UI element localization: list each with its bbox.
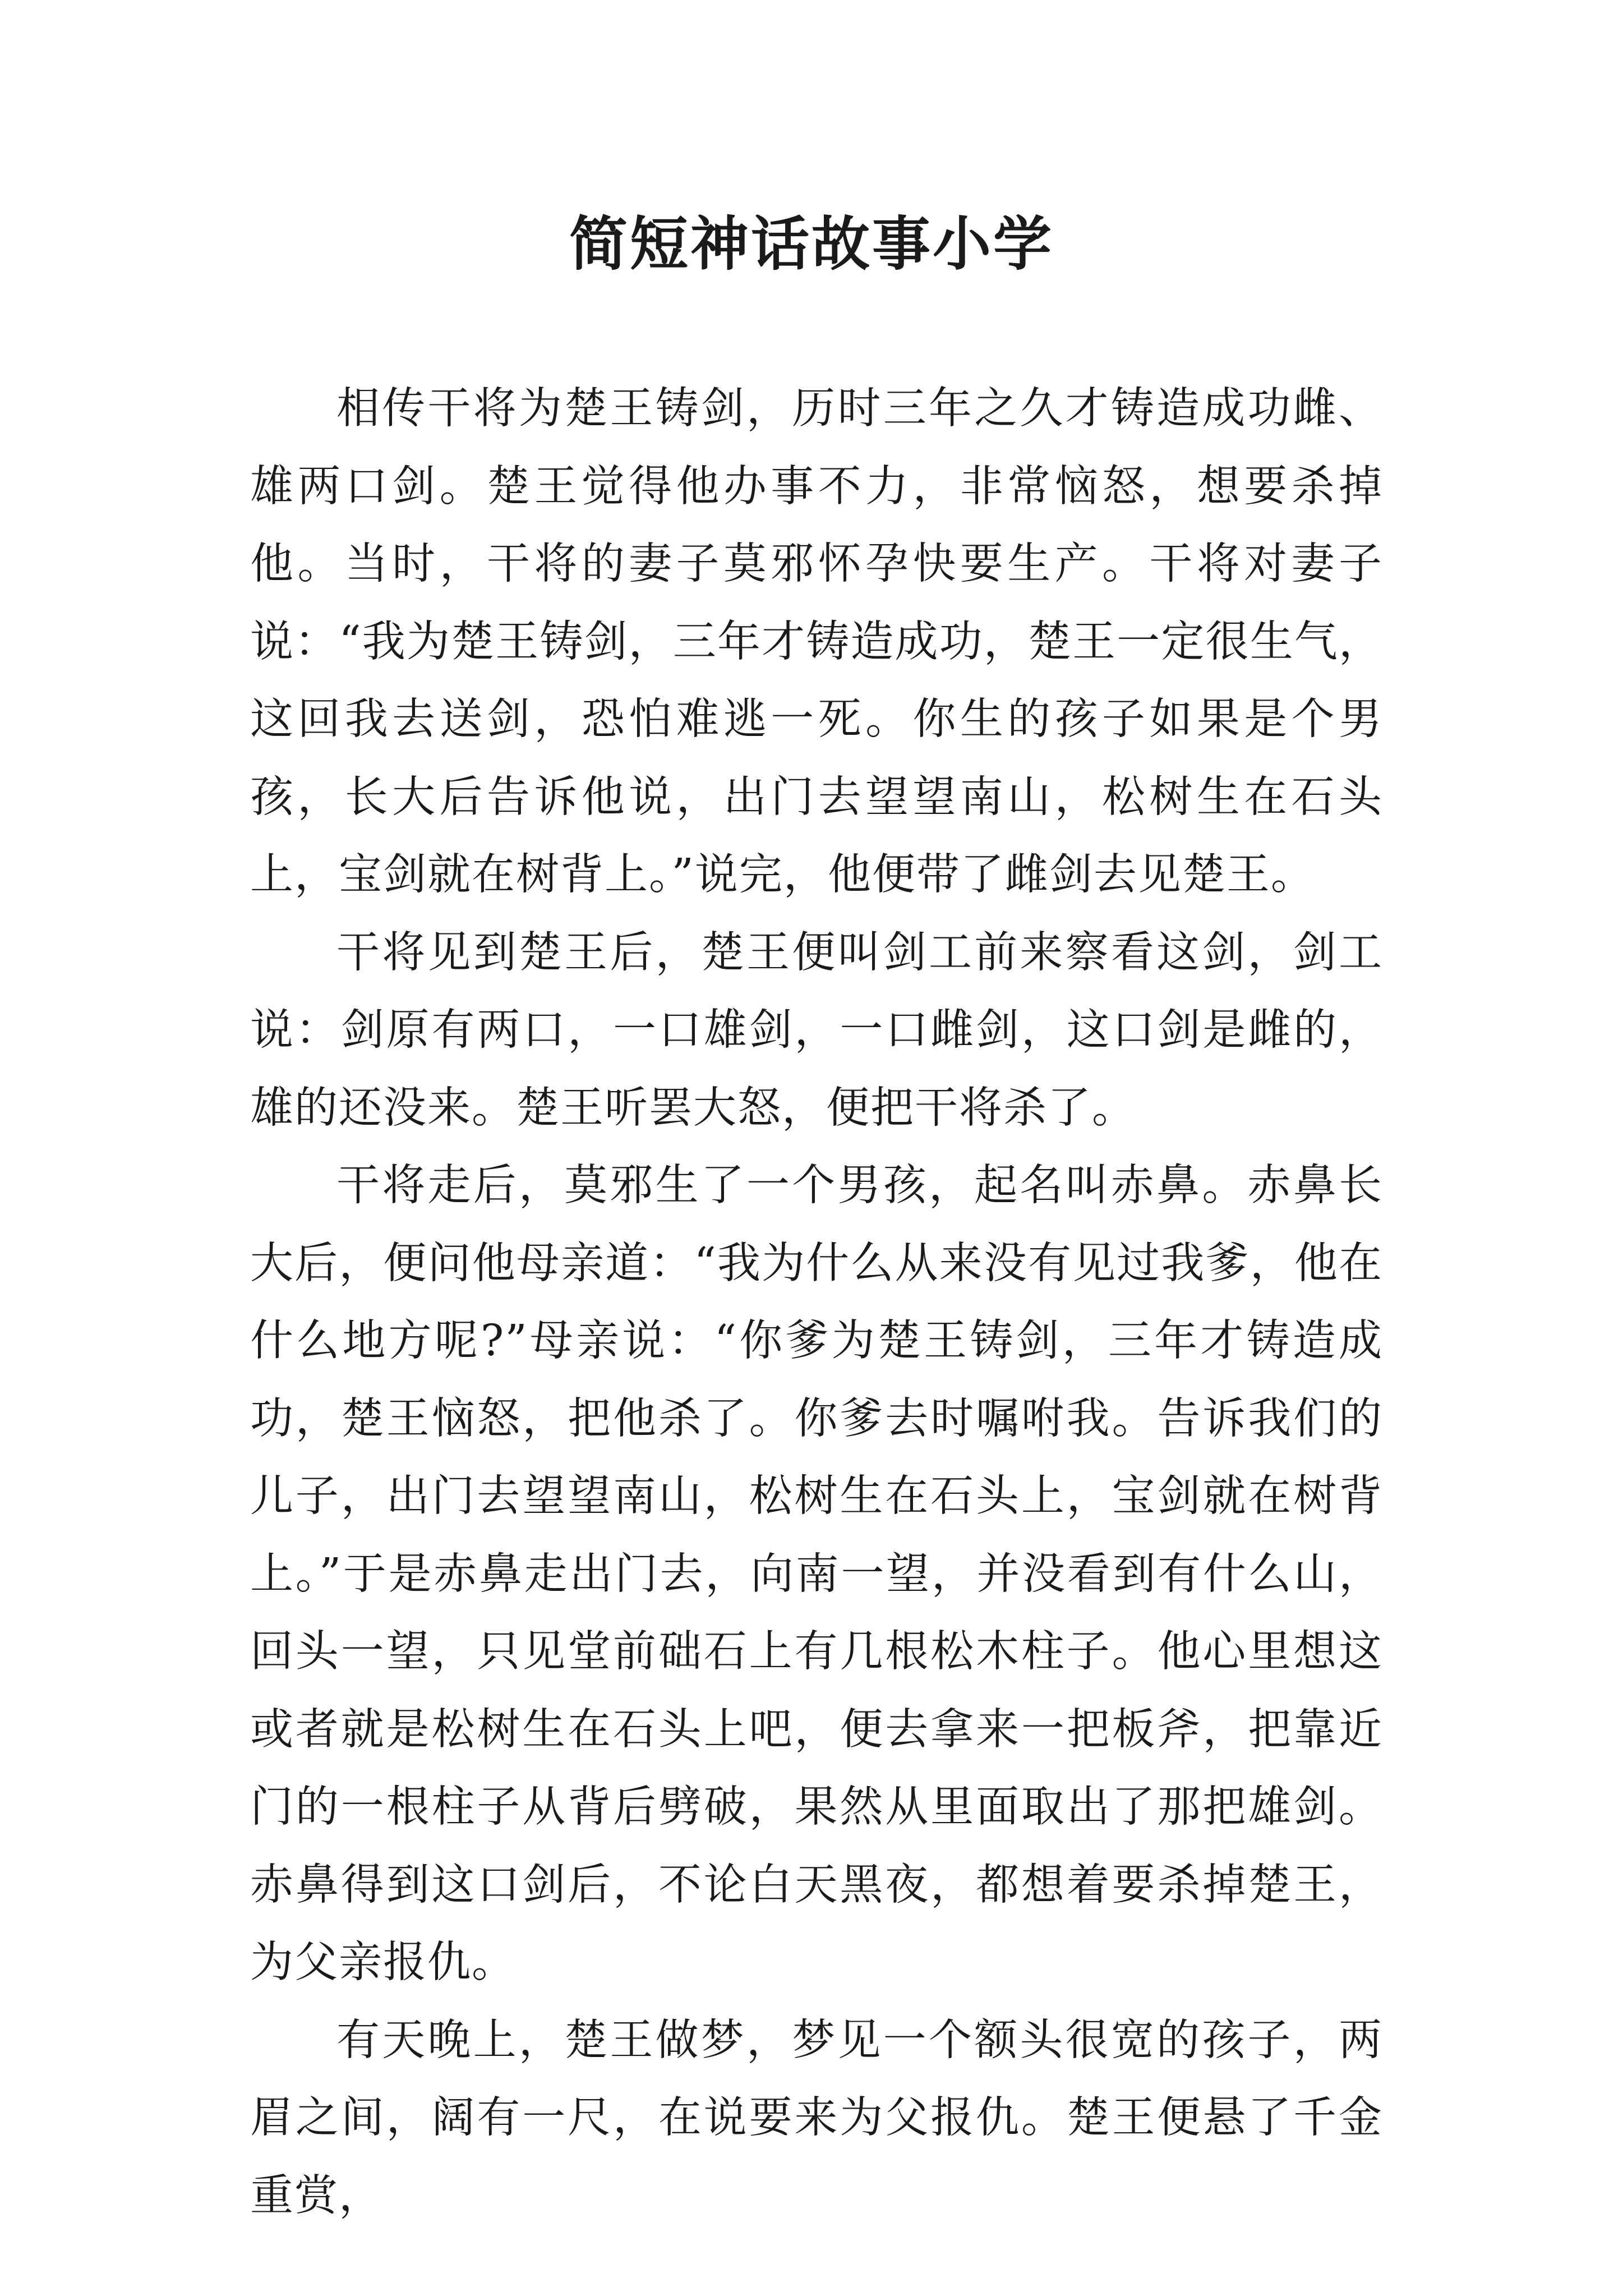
paragraph-4: 有天晚上，楚王做梦，梦见一个额头很宽的孩子，两眉之间，阔有一尺，在说要来为父报仇。楚王便悬了千金重赏， <box>250 2015 1383 2221</box>
document-body <box>250 370 1383 2235</box>
paragraph-3: 干将走后，莫邪生了一个男孩，起名叫赤鼻。赤鼻长大后，便问他母亲道：“我为什么从来没有见过我爹，他在什么地方呢?”母亲说：“你爹为楚王铸剑，三年才铸造成功，楚王恼怒，把他杀了。你爹去时嘱咐我。告诉我们的儿子，出门去望望南山，松树生在石头上，宝剑就在树背上。”于是赤鼻走出门去，向南一望，并没看到有什么山，回头一望，只见堂前础石上有几根松木柱子。他心里想这或者就是松树生在石头上吧，便去拿来一把板斧，把靠近门的一根柱子从背后劈破，果然从里面取出了那把雄剑。赤鼻得到这口剑后，不论白天黑夜，都想着要杀掉楚王，为父亲报仇。 <box>250 1161 1383 1987</box>
document-title: 简短神话故事小学 <box>569 209 1054 278</box>
paragraph-1: 相传干将为楚王铸剑，历时三年之久才铸造成功雌、雄两口剑。楚王觉得他办事不力，非常恼怒，想要杀掉他。当时，干将的妻子莫邪怀孕快要生产。干将对妻子说：“我为楚王铸剑，三年才铸造成功，楚王一定很生气，这回我去送剑，恐怕难逃一死。你生的孩子如果是个男孩，长大后告诉他说，出门去望望南山，松树生在石头上，宝剑就在树背上。”说完，他便带了雌剑去见楚王。 <box>250 384 1383 900</box>
paragraph-2: 干将见到楚王后，楚王便叫剑工前来察看这剑，剑工说：剑原有两口，一口雄剑，一口雌剑，这口剑是雌的，雄的还没来。楚王听罢大怒，便把干将杀了。 <box>250 927 1383 1133</box>
